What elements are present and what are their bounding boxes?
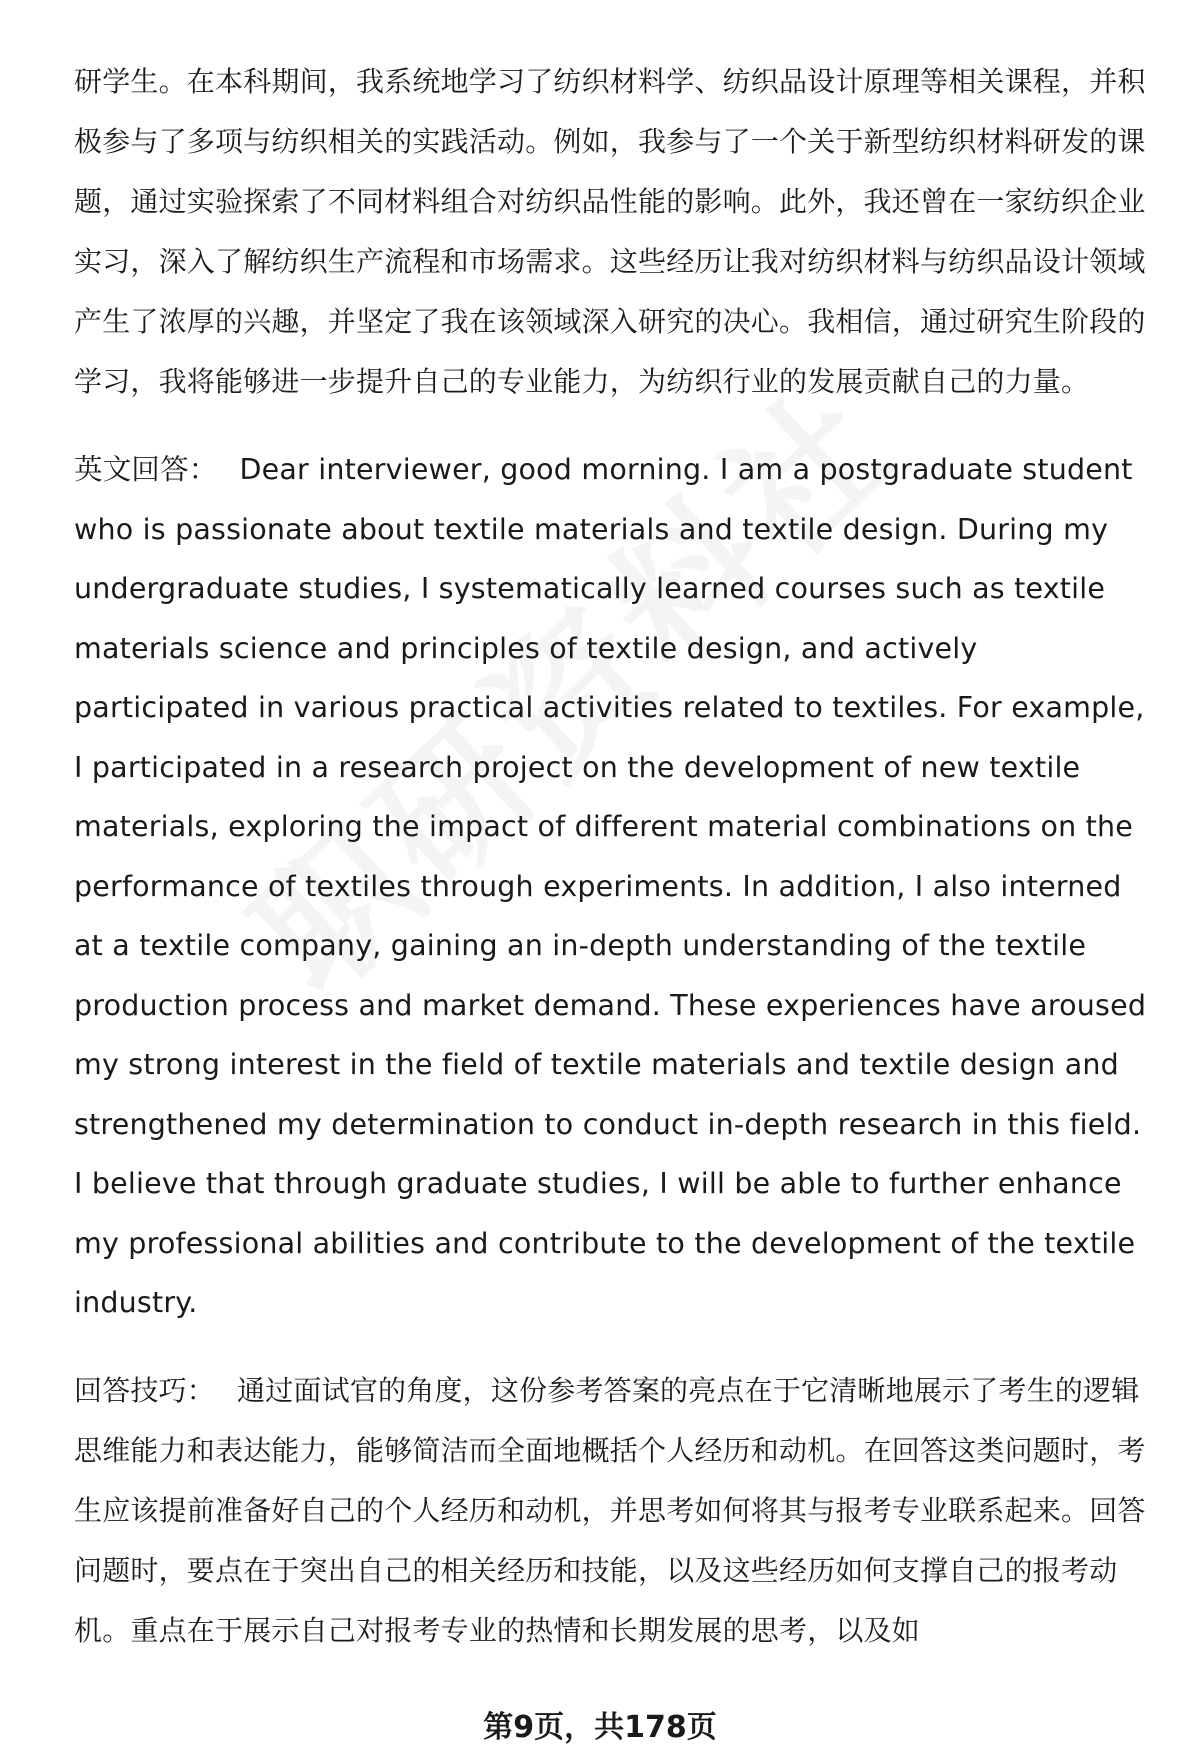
paragraph-text: Dear interviewer, good morning. I am a postgraduate student who is passionate about textile materials and textile design. During my undergraduate studies, I systematically learned courses such as textile materials science and principles of textile design, and actively participated in various practical activities related to textiles. For example, I participated in a research project on the development of new textile materials, exploring the impact of different material combinations on the performance of textiles through experiments. In addition, I also interned at a textile company, gaining an in-depth understanding of the textile production process and market demand. These experiences have aroused my strong interest in the field of textile materials and textile design and strengthened my determination to conduct in-depth research in this field. I believe that through graduate studies, I will be able to further enhance my professional abilities and contribute to the development of the textile industry. <box>74 453 1147 1319</box>
paragraph-english-answer <box>74 440 1154 1333</box>
paragraph-answer-tips <box>74 1361 1154 1661</box>
english-answer-label: 英文回答： <box>74 453 218 486</box>
paragraph-chinese-answer-continued <box>74 52 1154 412</box>
document-body <box>74 52 1154 1661</box>
answer-tips-label: 回答技巧： <box>74 1373 216 1407</box>
paragraph-text: 研学生。在本科期间，我系统地学习了纺织材料学、纺织品设计原理等相关课程，并积极参与了多项与纺织相关的实践活动。例如，我参与了一个关于新型纺织材料研发的课题，通过实验探索了不同材料组合对纺织品性能的影响。此外，我还曾在一家纺织企业实习，深入了解纺织生产流程和市场需求。这些经历让我对纺织材料与纺织品设计领域产生了浓厚的兴趣，并坚定了我在该领域深入研究的决心。我相信，通过研究生阶段的学习，我将能够进一步提升自己的专业能力，为纺织行业的发展贡献自己的力量。 <box>74 65 1146 398</box>
paragraph-text: 通过面试官的角度，这份参考答案的亮点在于它清晰地展示了考生的逻辑思维能力和表达能力，能够简洁而全面地概括个人经历和动机。在回答这类问题时，考生应该提前准备好自己的个人经历和动机，并思考如何将其与报考专业联系起来。回答问题时，要点在于突出自己的相关经历和技能，以及这些经历如何支撑自己的报考动机。重点在于展示自己对报考专业的热情和长期发展的思考，以及如 <box>74 1373 1146 1647</box>
page-number: 第9页，共178页 <box>483 1710 717 1745</box>
